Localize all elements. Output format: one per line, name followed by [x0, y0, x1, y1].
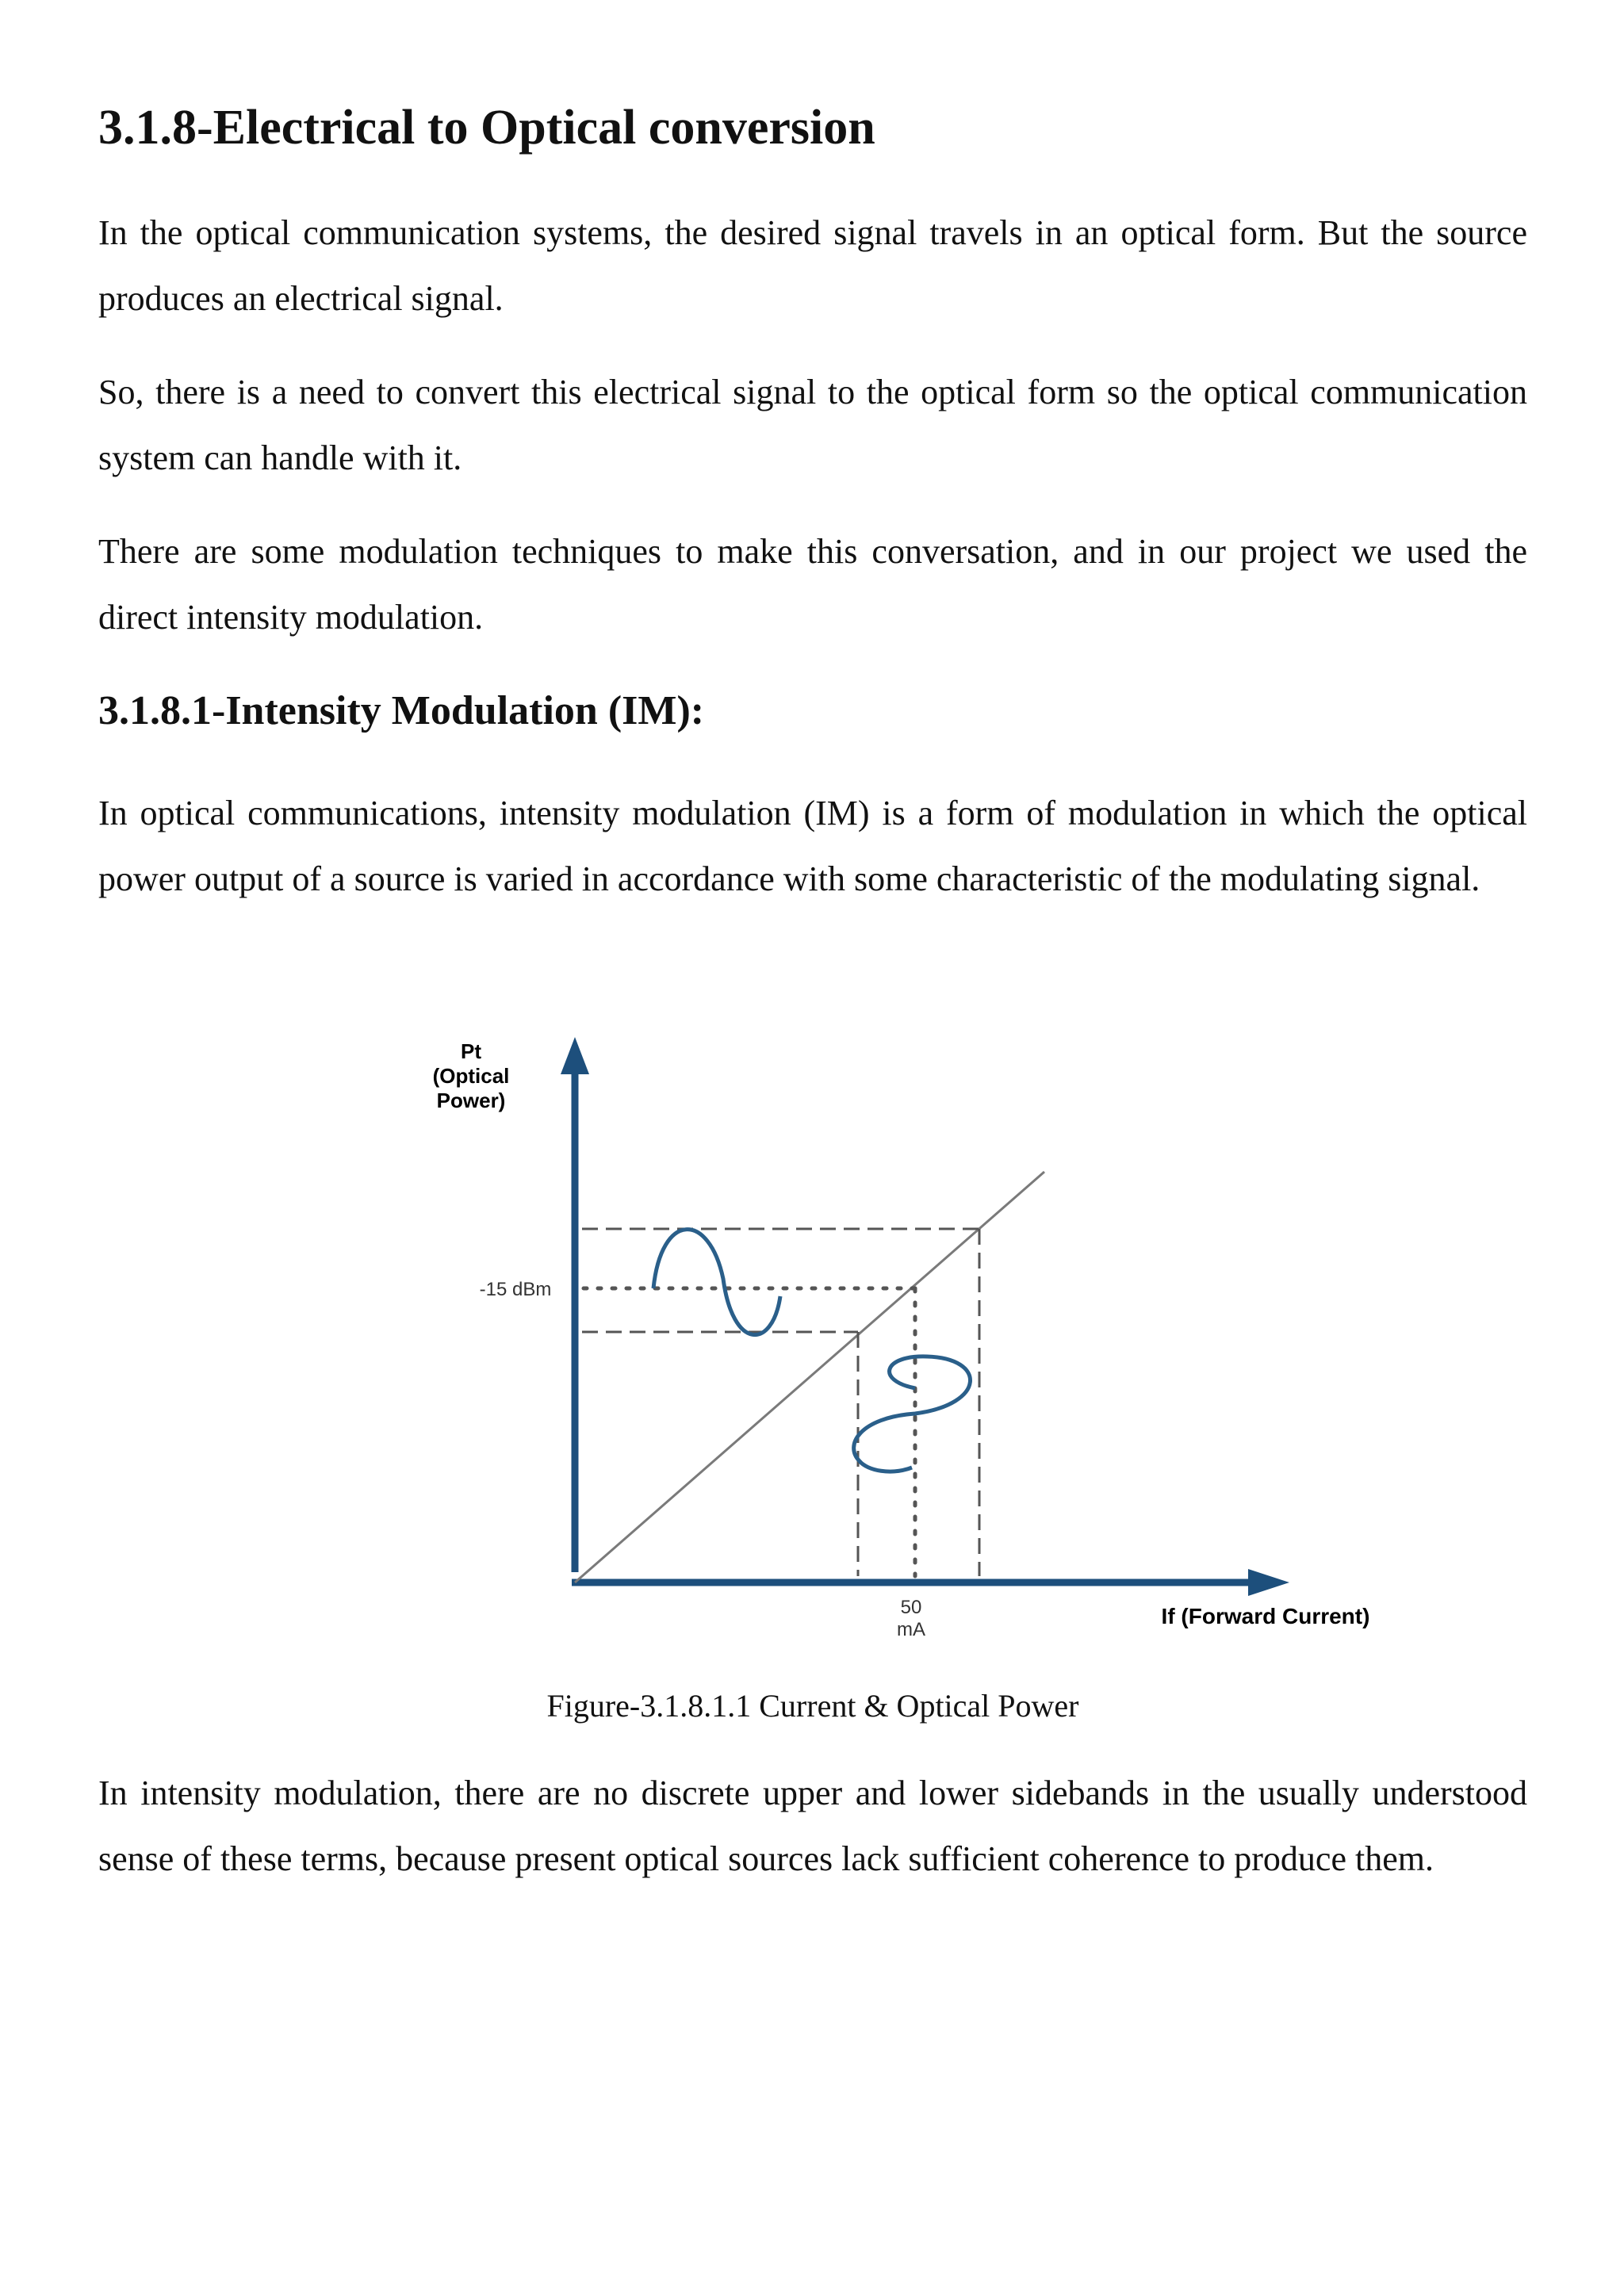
paragraph-im-definition: In optical communications, intensity modulation (IM) is a form of modulation in which the optical power output of a source is varied in accordance with some characteristic of the modulating signal. — [98, 794, 1527, 898]
input-current-signal — [854, 1357, 971, 1471]
y-axis-label-line-1: Pt — [461, 1039, 481, 1063]
x-tick-label-line-1: 50 — [900, 1597, 922, 1618]
paragraph-sidebands: In intensity modulation, there are no discrete upper and lower sidebands in the usually understood sense of these terms, because present optical sources lack sufficient coherence to produce them. — [98, 1774, 1527, 1878]
x-axis-arrowhead — [1248, 1569, 1289, 1596]
subsection-heading: 3.1.8.1-Intensity Modulation (IM): — [98, 688, 705, 733]
figure-current-optical-power — [312, 1017, 1411, 1636]
x-tick-label-line-2: mA — [897, 1619, 925, 1636]
paragraph-signal-forms: In the optical communication systems, the desired signal travels in an optical form. But the source produces an electrical signal. — [98, 213, 1527, 318]
transfer-curve-diagram — [312, 1017, 1411, 1636]
transfer-line — [575, 1172, 1044, 1582]
section-heading: 3.1.8-Electrical to Optical conversion — [98, 101, 875, 155]
paragraph-modulation-techniques: There are some modulation techniques to make this conversation, and in our project we used the direct intensity modulation. — [98, 532, 1527, 637]
optical-output-signal — [653, 1230, 780, 1335]
figure-caption: Figure-3.1.8.1.1 Current & Optical Power — [546, 1688, 1079, 1724]
y-tick-label: -15 dBm — [479, 1279, 552, 1300]
y-axis-arrowhead — [561, 1037, 589, 1074]
y-axis-label-line-3: Power) — [436, 1089, 506, 1112]
paragraph-conversion-need: So, there is a need to convert this electrical signal to the optical form so the optical communication system can handle with it. — [98, 373, 1527, 477]
y-axis-label-line-2: (Optical — [432, 1064, 510, 1088]
x-axis-label: If (Forward Current) — [1161, 1604, 1370, 1628]
